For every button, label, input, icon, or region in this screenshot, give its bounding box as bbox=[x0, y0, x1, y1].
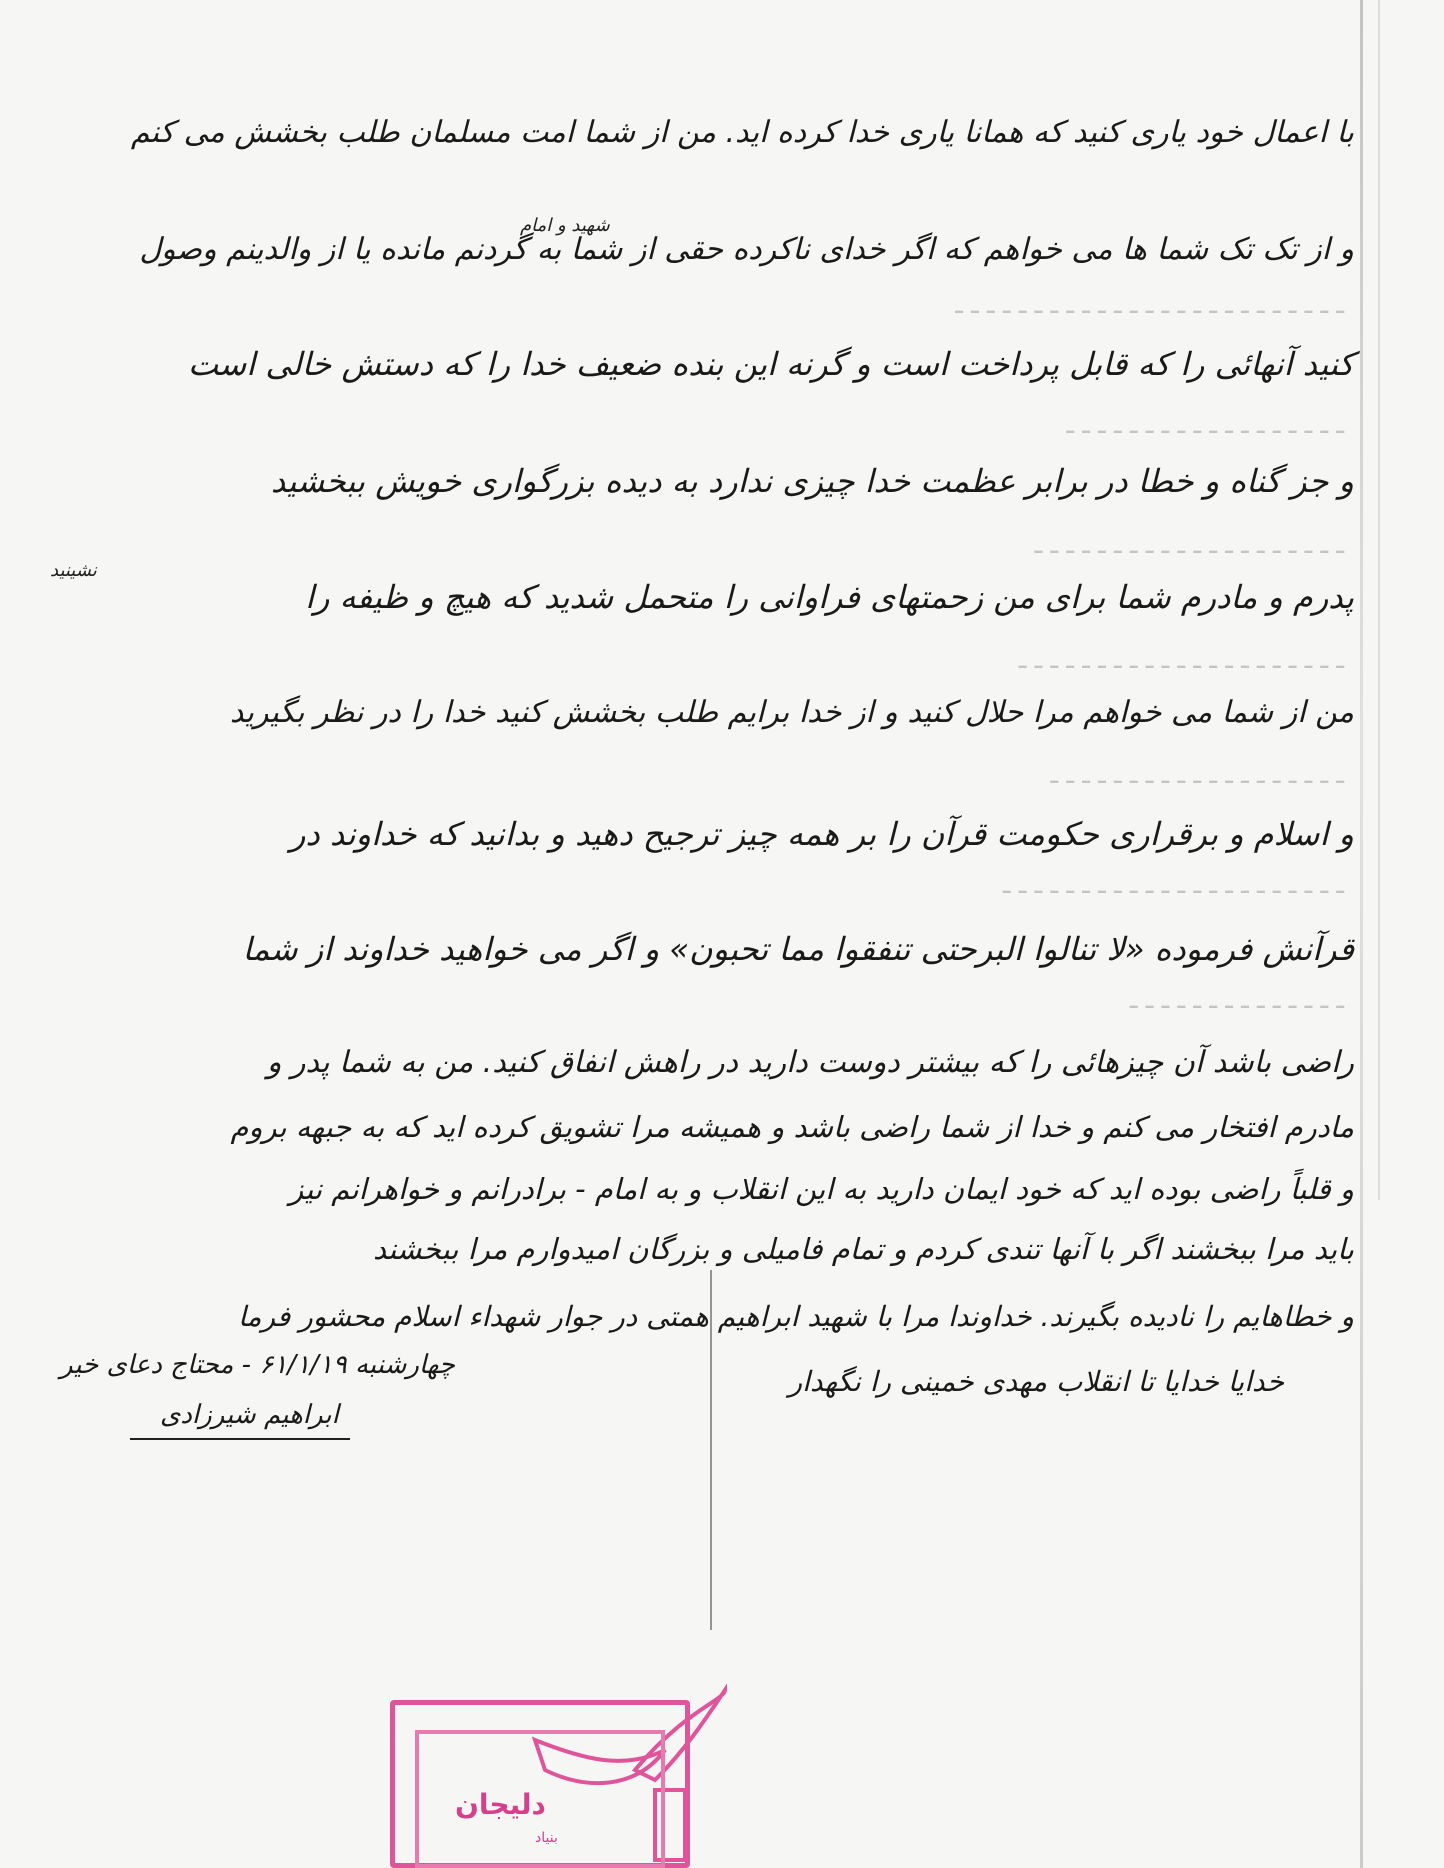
margin-insert: نشینید bbox=[50, 560, 97, 581]
letter-line-9: راضی باشد آن چیزهائی را که بیشتر دوست دارید در راهش انفاق کنید. من به شما پدر و bbox=[266, 1045, 1354, 1080]
stamp-subtext: بنیاد bbox=[535, 1830, 558, 1846]
letter-line-11: و قلباً راضی بوده اید که خود ایمان دارید به این انقلاب و به امام - برادرانم و خواهرانم نیز bbox=[289, 1172, 1354, 1206]
letter-line-13: و خطاهایم را نادیده بگیرند. خداوندا مرا با شهید ابراهیم همتی در جوار شهداء اسلام محشور فرما bbox=[237, 1300, 1354, 1333]
margin-line-secondary bbox=[1378, 0, 1380, 1200]
bleed-through-row: ـ ـ ـ ـ ـ ـ ـ ـ ـ ـ ـ ـ ـ ـ ـ ـ ـ ـ ـ ـ bbox=[1034, 530, 1344, 560]
margin-line bbox=[1360, 0, 1363, 1868]
letter-line-5: پدرم و مادرم شما برای من زحمتهای فراوانی را متحمل شدید که هیچ و ظیفه را bbox=[305, 578, 1354, 616]
letter-line-4: و جز گناه و خطا در برابر عظمت خدا چیزی ندارد به دیده بزرگواری خویش ببخشید bbox=[270, 462, 1354, 500]
letter-line-3: کنید آنهائی را که قابل پرداخت است و گرنه این بنده ضعیف خدا را که دستش خالی است bbox=[188, 345, 1354, 383]
letter-line-12: باید مرا ببخشند اگر با آنها تندی کردم و تمام فامیلی و بزرگان امیدوارم مرا ببخشند bbox=[373, 1232, 1354, 1266]
letter-line-14: خدایا خدایا تا انقلاب مهدی خمینی را نگهدار bbox=[788, 1365, 1284, 1398]
bleed-through-row: ـ ـ ـ ـ ـ ـ ـ ـ ـ ـ ـ ـ ـ ـ bbox=[1129, 985, 1344, 1015]
bleed-through-row: ـ ـ ـ ـ ـ ـ ـ ـ ـ ـ ـ ـ ـ ـ ـ ـ ـ ـ ـ ـ ـ ـ bbox=[1002, 870, 1344, 900]
signature-name: ابراهیم شیرزادی bbox=[160, 1400, 339, 1430]
signature-date: چهارشنبه ۶۱/۱/۱۹ - محتاج دعای خیر bbox=[60, 1350, 455, 1380]
bleed-through-row: ـ ـ ـ ـ ـ ـ ـ ـ ـ ـ ـ ـ ـ ـ ـ ـ ـ ـ ـ ـ ـ ـ ـ ـ ـ bbox=[955, 290, 1344, 320]
bleed-through-row: ـ ـ ـ ـ ـ ـ ـ ـ ـ ـ ـ ـ ـ ـ ـ ـ ـ ـ bbox=[1066, 410, 1344, 440]
letter-line-6: من از شما می خواهم مرا حلال کنید و از خدا برایم طلب بخشش کنید خدا را در نظر بگیرید bbox=[229, 695, 1354, 730]
bleed-through-row: ـ ـ ـ ـ ـ ـ ـ ـ ـ ـ ـ ـ ـ ـ ـ ـ ـ ـ ـ ـ ـ bbox=[1018, 645, 1344, 675]
letter-line-7: و اسلام و برقراری حکومت قرآن را بر همه چیز ترجیح دهید و بدانید که خداوند در bbox=[290, 815, 1354, 853]
letter-line-1: با اعمال خود یاری کنید که همانا یاری خدا کرده اید. من از شما امت مسلمان طلب بخشش می کنم bbox=[130, 115, 1354, 150]
signature-block bbox=[60, 1350, 580, 1440]
letter-line-8: قرآنش فرموده «لا تنالوا البرحتی تنفقوا مما تحبون» و اگر می خواهید خداوند از شما bbox=[242, 930, 1354, 968]
margin-insert: شهید و امام bbox=[520, 215, 610, 236]
stamp-text: دلیجان bbox=[455, 1788, 546, 1821]
bleed-through-row: ـ ـ ـ ـ ـ ـ ـ ـ ـ ـ ـ ـ ـ ـ ـ ـ ـ ـ ـ bbox=[1050, 760, 1344, 790]
signature-underline bbox=[130, 1438, 350, 1440]
organization-stamp bbox=[385, 1670, 745, 1868]
letter-line-10: مادرم افتخار می کنم و خدا از شما راضی باشد و همیشه مرا تشویق کرده اید که به جبهه بروم bbox=[230, 1110, 1354, 1144]
letter-line-2: و از تک تک شما ها می خواهم که اگر خدای ناکرده حقی از شما به گردنم مانده یا از والدینم وصول bbox=[139, 232, 1354, 267]
